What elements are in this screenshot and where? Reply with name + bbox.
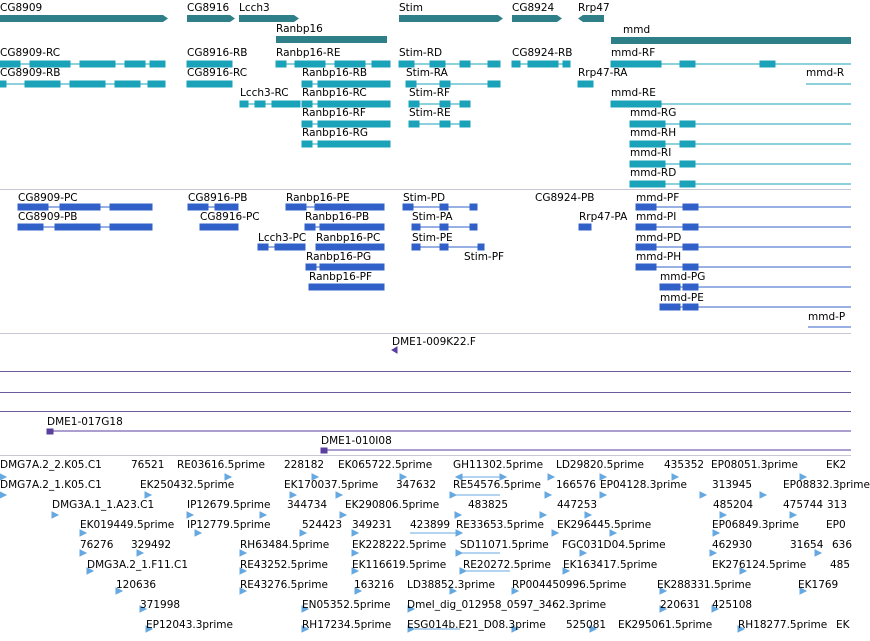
protein-label[interactable]: Ranbp16-PC: [316, 232, 381, 244]
est-label[interactable]: EK065722.5prime: [338, 459, 433, 471]
est-label[interactable]: EP08832.3prime: [783, 479, 870, 491]
protein-label[interactable]: Stim-PA: [412, 211, 453, 223]
est-label[interactable]: 329492: [131, 539, 172, 551]
est-label[interactable]: EK290806.5prime: [345, 499, 440, 511]
est-label[interactable]: 485: [830, 559, 851, 571]
est-label[interactable]: EK276124.5prime: [712, 559, 807, 571]
transcript-label[interactable]: Ranbp16-RE: [276, 47, 341, 59]
est-label[interactable]: 76521: [131, 459, 165, 471]
est-label[interactable]: EK: [836, 619, 850, 631]
transcript-label[interactable]: Ranbp16-RG: [302, 127, 369, 139]
est-label[interactable]: RP004450996.5prime: [512, 579, 627, 591]
est-label[interactable]: 349231: [352, 519, 393, 531]
est-label[interactable]: FGC031D04.5prime: [562, 539, 666, 551]
protein-label[interactable]: Rrp47-PA: [579, 211, 628, 223]
gene-label[interactable]: Ranbp16: [276, 23, 323, 35]
transcript-label[interactable]: mmd-RF: [611, 47, 656, 59]
est-label[interactable]: ESG014b.E21_D08.3prime: [407, 619, 546, 631]
clone-label[interactable]: DME1-009K22.F: [392, 336, 476, 348]
est-label[interactable]: 525081: [566, 619, 607, 631]
est-label[interactable]: LD38852.3prime: [407, 579, 495, 591]
protein-label[interactable]: CG8924-PB: [535, 192, 595, 204]
transcript-label[interactable]: Ranbp16-RB: [302, 67, 368, 79]
protein-label[interactable]: Stim-PD: [403, 192, 446, 204]
est-label[interactable]: EP06849.3prime: [712, 519, 799, 531]
est-label[interactable]: RE43252.5prime: [240, 559, 328, 571]
protein-label[interactable]: mmd-PI: [636, 211, 677, 223]
est-label[interactable]: 462930: [712, 539, 753, 551]
transcript-label[interactable]: mmd-RH: [630, 127, 677, 139]
protein-label[interactable]: CG8909-PC: [18, 192, 78, 204]
est-label[interactable]: 163216: [354, 579, 395, 591]
protein-label[interactable]: Ranbp16-PF: [309, 271, 373, 283]
est-label[interactable]: 313945: [712, 479, 753, 491]
protein-label[interactable]: Stim-PE: [412, 232, 453, 244]
protein-label[interactable]: mmd-PE: [660, 292, 704, 304]
est-label[interactable]: RE03616.5prime: [177, 459, 265, 471]
est-label[interactable]: EN05352.5prime: [302, 599, 391, 611]
est-label[interactable]: 475744: [783, 499, 824, 511]
gene-label[interactable]: mmd: [623, 24, 651, 36]
gene-label[interactable]: CG8909: [0, 2, 43, 14]
est-label[interactable]: RH63484.5prime: [240, 539, 330, 551]
est-label[interactable]: EK1769: [798, 579, 839, 591]
transcript-label[interactable]: Ranbp16-RC: [302, 87, 367, 99]
est-label[interactable]: 76276: [80, 539, 114, 551]
gene-label[interactable]: CG8924: [512, 2, 555, 14]
clone-label[interactable]: DME1-010I08: [321, 435, 392, 447]
transcript-label[interactable]: Lcch3-RC: [240, 87, 289, 99]
est-label[interactable]: 166576: [556, 479, 597, 491]
protein-label[interactable]: Lcch3-PC: [258, 232, 307, 244]
est-label[interactable]: 120636: [116, 579, 157, 591]
est-label[interactable]: RH17234.5prime: [302, 619, 392, 631]
est-label[interactable]: 435352: [664, 459, 705, 471]
est-label[interactable]: 347632: [396, 479, 437, 491]
est-label[interactable]: RH18277.5prime: [738, 619, 828, 631]
est-label[interactable]: EK163417.5prime: [563, 559, 658, 571]
est-label[interactable]: EK116619.5prime: [352, 559, 447, 571]
est-label[interactable]: 524423: [302, 519, 343, 531]
protein-label[interactable]: mmd-PH: [636, 251, 682, 263]
clone-label[interactable]: DME1-017G18: [47, 416, 123, 428]
est-label[interactable]: EP04128.3prime: [600, 479, 687, 491]
est-label[interactable]: EK295061.5prime: [618, 619, 713, 631]
transcript-label[interactable]: Stim-RF: [409, 87, 451, 99]
est-label[interactable]: 228182: [284, 459, 325, 471]
transcript-label[interactable]: CG8909-RB: [0, 67, 61, 79]
est-label[interactable]: RE33653.5prime: [456, 519, 544, 531]
est-label[interactable]: EP08051.3prime: [711, 459, 798, 471]
est-label[interactable]: DMG3A.1_1.A23.C1: [52, 499, 155, 511]
transcript-label[interactable]: mmd-RG: [630, 107, 677, 119]
transcript-label[interactable]: CG8924-RB: [512, 47, 573, 59]
gene-label[interactable]: CG8916: [187, 2, 230, 14]
est-label[interactable]: EK288331.5prime: [657, 579, 752, 591]
est-label[interactable]: Dmel_dig_012958_0597_3462.3prime: [407, 599, 607, 611]
est-label[interactable]: 313: [827, 499, 848, 511]
est-label[interactable]: RE54576.5prime: [453, 479, 541, 491]
transcript-label[interactable]: mmd-RI: [630, 147, 672, 159]
gene-label[interactable]: Stim: [399, 2, 423, 14]
transcript-label[interactable]: Ranbp16-RF: [302, 107, 366, 119]
est-label[interactable]: 425108: [712, 599, 753, 611]
protein-label[interactable]: CG8909-PB: [18, 211, 78, 223]
protein-label[interactable]: CG8916-PB: [188, 192, 248, 204]
est-label[interactable]: EP0: [826, 519, 846, 531]
clone-glyphs[interactable]: [0, 330, 851, 455]
est-label[interactable]: 636: [832, 539, 853, 551]
est-label[interactable]: 483825: [468, 499, 509, 511]
est-label[interactable]: EK250432.5prime: [140, 479, 235, 491]
est-label[interactable]: DMG3A.2_1.F11.C1: [87, 559, 188, 571]
est-label[interactable]: EK296445.5prime: [557, 519, 652, 531]
est-label[interactable]: EK228222.5prime: [352, 539, 447, 551]
est-label[interactable]: 371998: [140, 599, 181, 611]
est-label[interactable]: RE20272.5prime: [463, 559, 551, 571]
est-label[interactable]: 423899: [410, 519, 451, 531]
protein-label[interactable]: CG8916-PC: [200, 211, 260, 223]
protein-label[interactable]: Ranbp16-PG: [306, 251, 372, 263]
est-label[interactable]: EK170037.5prime: [284, 479, 379, 491]
est-label[interactable]: 485204: [713, 499, 754, 511]
est-label[interactable]: 31654: [790, 539, 824, 551]
protein-label[interactable]: Stim-PF: [464, 251, 505, 263]
est-label[interactable]: 447253: [557, 499, 598, 511]
transcript-label[interactable]: mmd-R: [806, 67, 845, 79]
transcript-label[interactable]: Rrp47-RA: [578, 67, 628, 79]
transcript-label[interactable]: CG8909-RC: [0, 47, 61, 59]
est-label[interactable]: 220631: [660, 599, 701, 611]
est-label[interactable]: EP12043.3prime: [146, 619, 233, 631]
transcript-label[interactable]: mmd-RD: [630, 167, 677, 179]
est-label[interactable]: 344734: [287, 499, 328, 511]
protein-label[interactable]: Ranbp16-PB: [305, 211, 370, 223]
transcript-label[interactable]: CG8916-RB: [187, 47, 248, 59]
est-label[interactable]: IP12679.5prime: [187, 499, 271, 511]
est-label[interactable]: EK2: [826, 459, 847, 471]
transcript-label[interactable]: mmd-RE: [611, 87, 656, 99]
transcript-label[interactable]: CG8916-RC: [187, 67, 248, 79]
protein-label[interactable]: mmd-PD: [636, 232, 682, 244]
est-label[interactable]: EK019449.5prime: [80, 519, 175, 531]
protein-label[interactable]: mmd-PF: [636, 192, 680, 204]
gene-label[interactable]: Rrp47: [578, 2, 610, 14]
est-label[interactable]: RE43276.5prime: [240, 579, 328, 591]
est-label[interactable]: DMG7A.2_2.K05.C1: [0, 459, 102, 471]
transcript-label[interactable]: Stim-RA: [406, 67, 448, 79]
protein-label[interactable]: mmd-PG: [660, 271, 706, 283]
protein-label[interactable]: mmd-P: [808, 311, 846, 323]
est-label[interactable]: IP12779.5prime: [187, 519, 271, 531]
est-label[interactable]: GH11302.5prime: [453, 459, 544, 471]
transcript-label[interactable]: Stim-RE: [409, 107, 451, 119]
est-label[interactable]: DMG7A.2_1.K05.C1: [0, 479, 102, 491]
est-label[interactable]: SD11071.5prime: [460, 539, 549, 551]
est-label[interactable]: LD29820.5prime: [556, 459, 644, 471]
gene-label[interactable]: Lcch3: [239, 2, 270, 14]
protein-label[interactable]: Ranbp16-PE: [286, 192, 350, 204]
transcript-label[interactable]: Stim-RD: [399, 47, 443, 59]
